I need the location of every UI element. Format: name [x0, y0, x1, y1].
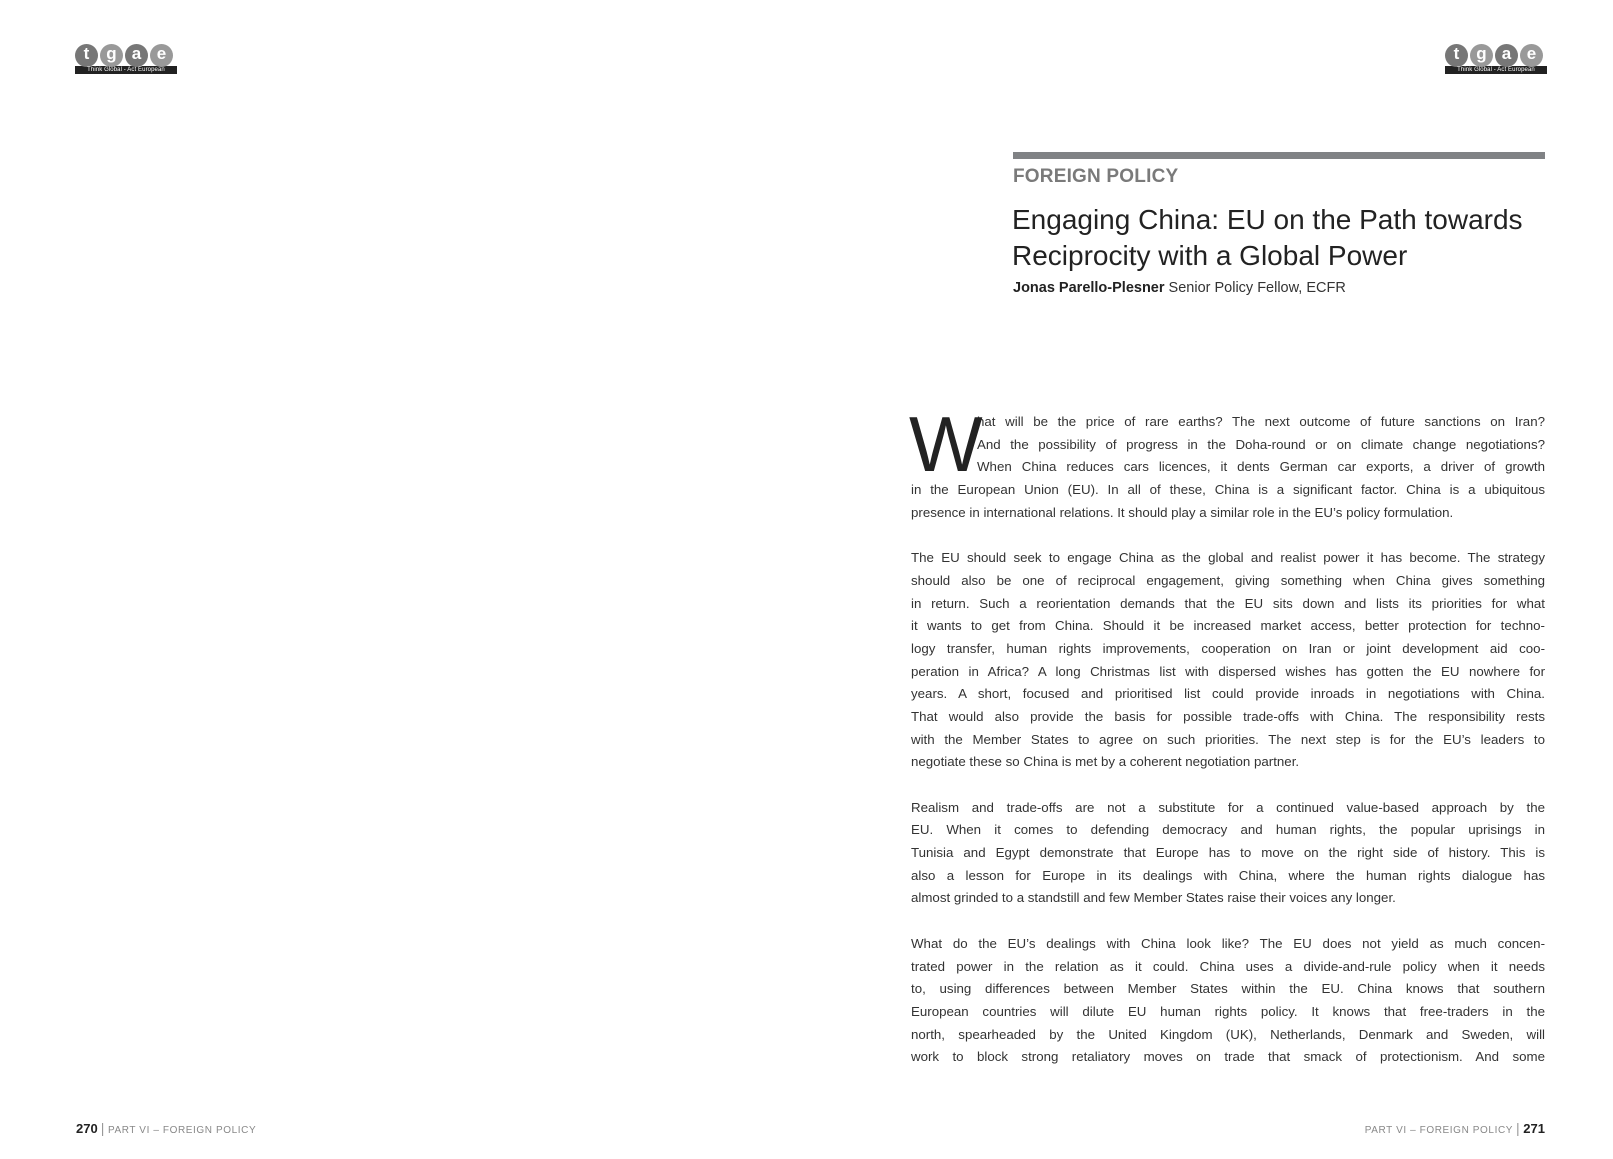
author-role: Senior Policy Fellow, ECFR [1168, 280, 1346, 296]
logo-tagline: Think Global - Act European [1445, 66, 1547, 74]
text-line: The EU should seek to engage China as the global and realist power it has become. The strategy [911, 550, 1545, 566]
page-number: 270 [76, 1121, 98, 1136]
footer-divider: | [1516, 1120, 1521, 1136]
text-line: presence in international relations. It should play a similar role in the EU’s policy formulation. [911, 504, 1454, 520]
title-line: Reciprocity with a Global Power [1012, 240, 1408, 271]
text-line: in the European Union (EU). In all of these, China is a significant factor. China is a ubiquitous [911, 482, 1545, 498]
author-name: Jonas Parello-Plesner [1013, 280, 1165, 296]
tgae-logo-right [1445, 46, 1547, 76]
logo-letter: g [1470, 44, 1493, 67]
footer-right [1365, 1120, 1545, 1136]
text-line: with the Member States to agree on such priorities. The next step is for the EU’s leaders to [911, 731, 1545, 747]
section-label: FOREIGN POLICY [1013, 166, 1179, 187]
drop-cap: W [909, 400, 983, 488]
text-line: EU. When it comes to defending democracy and human rights, the popular uprisings in [911, 822, 1545, 838]
section-rule [1013, 152, 1545, 159]
text-line: it wants to get from China. Should it be increased market access, better protection for techno- [911, 618, 1545, 634]
text-line: north, spearheaded by the United Kingdom (UK), Netherlands, Denmark and Sweden, will [911, 1026, 1545, 1042]
text-line: That would also provide the basis for possible trade-offs with China. The responsibility rests [911, 708, 1545, 724]
logo-letter: a [125, 44, 148, 67]
logo-letter: e [1520, 44, 1543, 67]
article-body [909, 400, 1545, 1092]
paragraph [911, 797, 1545, 910]
text-line: peration in Africa? A long Christmas list with dispersed wishes has gotten the EU nowhere for [911, 663, 1545, 679]
text-line: should also be one of reciprocal engagement, giving something when China gives something [911, 572, 1545, 588]
article-title [1012, 202, 1572, 274]
paragraph [911, 411, 1545, 524]
text-line: Tunisia and Egypt demonstrate that Europe has to move on the right side of history. This is [911, 845, 1545, 861]
text-line: work to block strong retaliatory moves on trade that smack of protectionism. And some [911, 1049, 1545, 1065]
text-line: trated power in the relation as it could. China uses a divide-and-rule policy when it needs [911, 958, 1545, 974]
text-line: logy transfer, human rights improvements, cooperation on Iran or joint development aid coo- [911, 640, 1545, 656]
running-head: PART VI – FOREIGN POLICY [107, 1125, 257, 1136]
text-line: in return. Such a reorientation demands that the EU sits down and lists its priorities for what [911, 595, 1545, 611]
text-line: also a lesson for Europe in its dealings with China, where the human rights dialogue has [911, 867, 1545, 883]
text-line: European countries will dilute EU human rights policy. It knows that free-traders in the [911, 1003, 1545, 1019]
logo-letter: t [75, 44, 98, 67]
logo-letter: a [1495, 44, 1518, 67]
running-head: PART VI – FOREIGN POLICY [1364, 1125, 1514, 1136]
logo-letter: t [1445, 44, 1468, 67]
logo-letter: g [100, 44, 123, 67]
text-line: to, using differences between Member States within the EU. China knows that southern [911, 981, 1545, 997]
logo-tagline: Think Global - Act European [75, 66, 177, 74]
text-line: When China reduces cars licences, it dents German car exports, a driver of growth [977, 459, 1545, 475]
tgae-logo-left [75, 46, 177, 76]
paragraph [911, 547, 1545, 774]
logo-letter: e [150, 44, 173, 67]
text-line: almost grinded to a standstill and few Member States raise their voices any longer. [911, 890, 1396, 906]
text-line: years. A short, focused and prioritised list could provide inroads in negotiations with China. [911, 686, 1545, 702]
text-line: hat will be the price of rare earths? The next outcome of future sanctions on Iran? [977, 414, 1545, 429]
author-byline [1013, 280, 1346, 296]
footer-divider: | [100, 1120, 105, 1136]
text-line: Realism and trade-offs are not a substitute for a continued value-based approach by the [911, 799, 1545, 815]
text-line: negotiate these so China is met by a coherent negotiation partner. [911, 754, 1300, 770]
paragraph [911, 933, 1545, 1069]
text-line: What do the EU’s dealings with China look like? The EU does not yield as much concen- [911, 935, 1545, 951]
title-line: Engaging China: EU on the Path towards [1012, 204, 1523, 235]
text-line: And the possibility of progress in the Doha-round or on climate change negotiations? [977, 436, 1545, 452]
footer-left [76, 1120, 256, 1136]
page-number: 271 [1523, 1121, 1545, 1136]
